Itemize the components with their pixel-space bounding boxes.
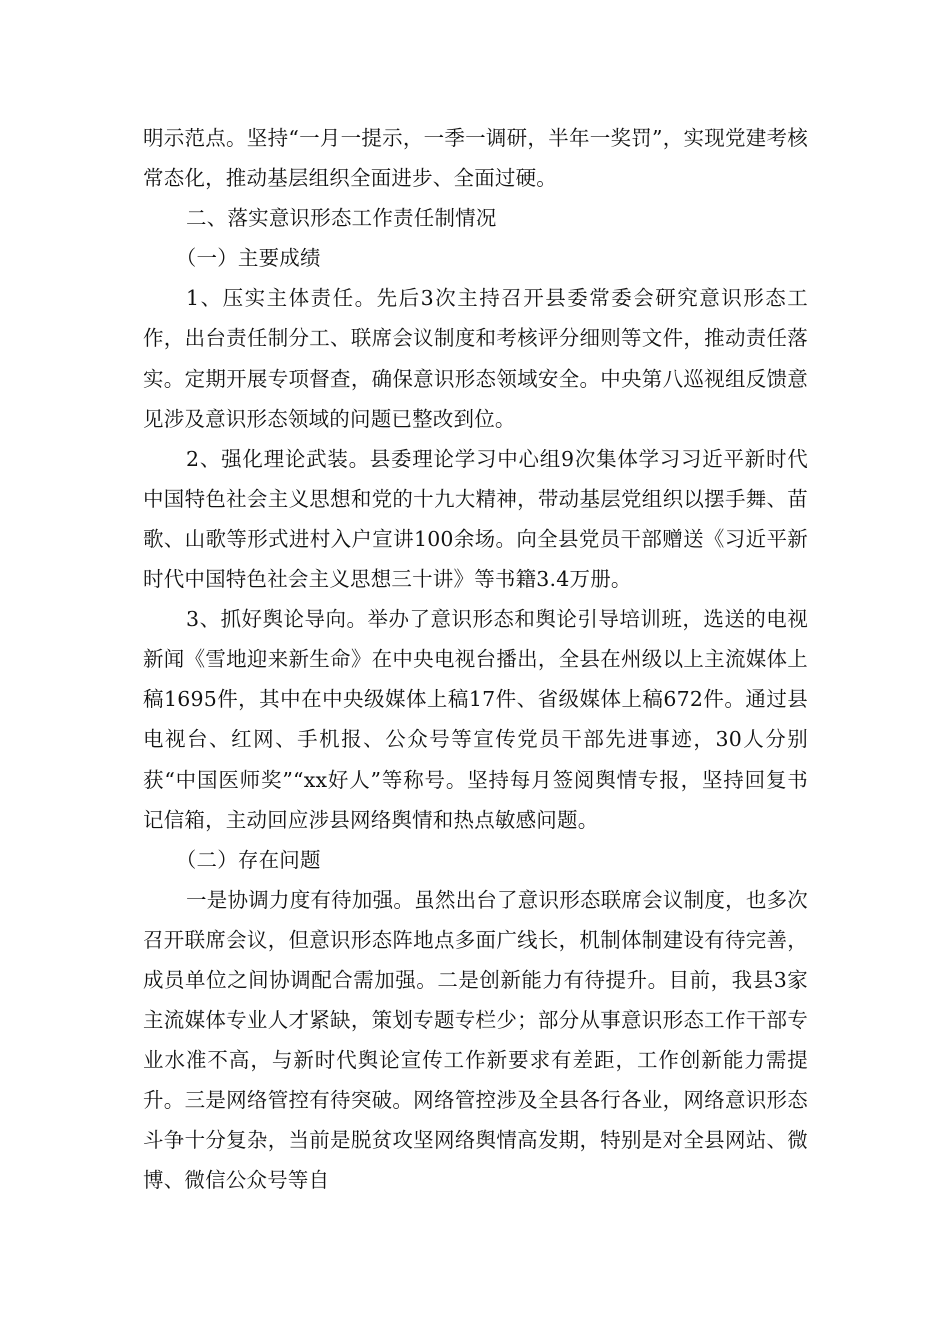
subsection-heading-achievements: （一）主要成绩 bbox=[175, 246, 321, 271]
paragraph-problems: 一是协调力度有待加强。虽然出台了意识形态联席会议制度，也多次召开联席会议，但意识形态阵地点多面广线长，机制体制建设有待完善，成员单位之间协调配合需加强。二是创新能力有待提升。目前，我县3家主流媒体专业人才紧缺，策划专题专栏少；部分从事意识形态工作干部专业水准不高，与新时代舆论宣传工作新要求有差距，工作创新能力需提升。三是网络管控有待突破。网络管控涉及全县各行各业，网络意识形态斗争十分复杂，当前是脱贫攻坚网络舆情高发期，特别是对全县网站、微博、微信公众号等自 bbox=[143, 887, 808, 1193]
paragraph-responsibility: 1、压实主体责任。先后3次主持召开县委常委会研究意识形态工作，出台责任制分工、联席会议制度和考核评分细则等文件，推动责任落实。定期开展专项督查，确保意识形态领域安全。中央第八巡视组反馈意见涉及意识形态领域的问题已整改到位。 bbox=[143, 286, 808, 431]
paragraph-theory: 2、强化理论武装。县委理论学习中心组9次集体学习习近平新时代中国特色社会主义思想和党的十九大精神，带动基层党组织以摆手舞、苗歌、山歌等形式进村入户宣讲100余场。向全县党员干部赠送《习近平新时代中国特色社会主义思想三十讲》等书籍3.4万册。 bbox=[143, 446, 808, 592]
subsection-heading-problems: （二）存在问题 bbox=[175, 847, 321, 872]
document-body bbox=[143, 118, 808, 1201]
paragraph-continuation: 明示范点。坚持“一月一提示，一季一调研，半年一奖罚”，实现党建考核常态化，推动基层组织全面进步、全面过硬。 bbox=[143, 126, 808, 191]
paragraph-public-opinion: 3、抓好舆论导向。举办了意识形态和舆论引导培训班，选送的电视新闻《雪地迎来新生命》在中央电视台播出，全县在州级以上主流媒体上稿1695件，其中在中央级媒体上稿17件、省级媒体上稿672件。通过县电视台、红网、手机报、公众号等宣传党员干部先进事迹，30人分别获“中国医师奖”“xx好人”等称号。坚持每月签阅舆情专报，坚持回复书记信箱，主动回应涉县网络舆情和热点敏感问题。 bbox=[143, 607, 808, 832]
section-heading: 二、落实意识形态工作责任制情况 bbox=[186, 206, 497, 231]
